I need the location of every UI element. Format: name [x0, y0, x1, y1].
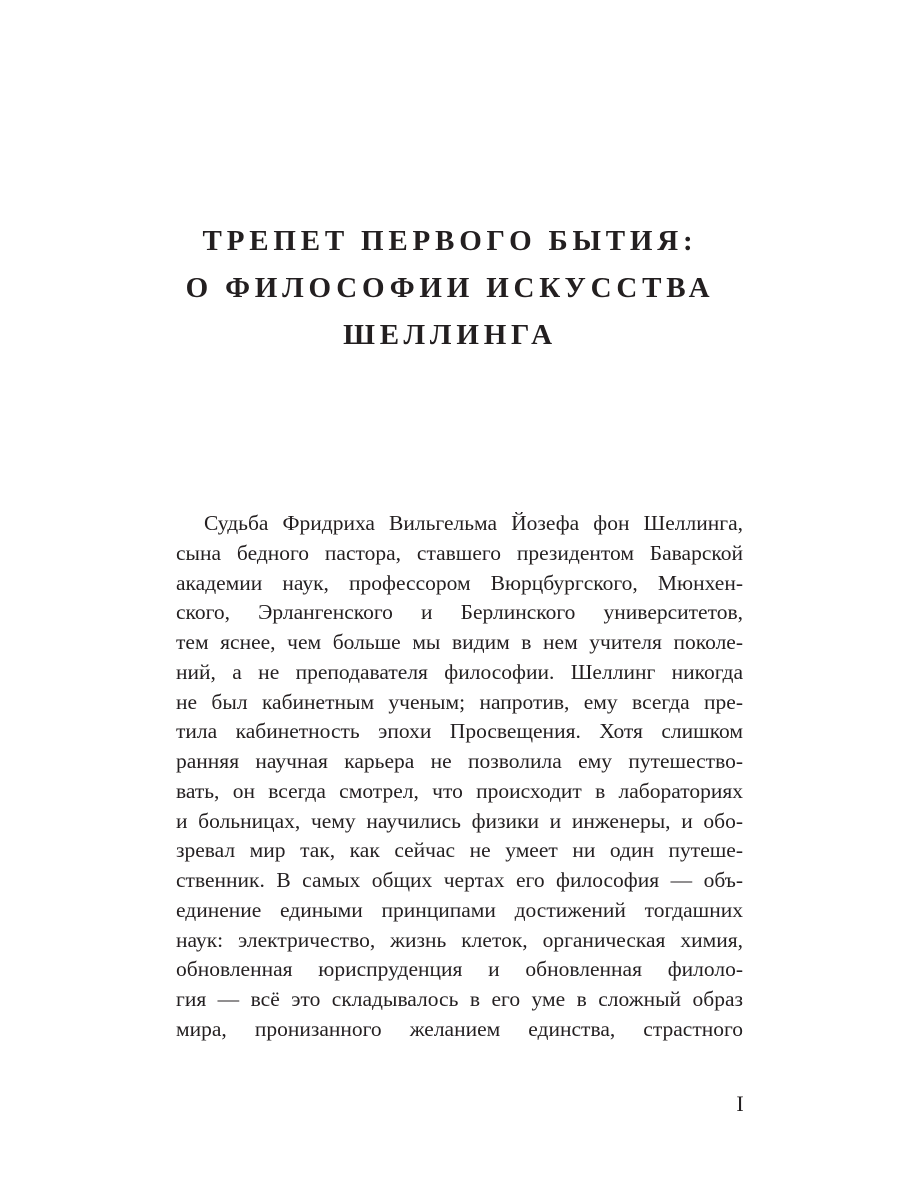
text-line: Судьба Фридриха Вильгельма Йозефа фон Шеллинга,: [204, 511, 743, 535]
text-line: не был кабинетным ученым; напротив, ему всегда пре-: [176, 689, 743, 714]
text-line: ственник. В самых общих чертах его философия — объ-: [176, 868, 743, 892]
text-line: обновленная юриспруденция и обновленная филоло-: [176, 957, 743, 982]
text-line: единение едиными принципами достижений тогдашних: [176, 897, 743, 922]
text-line: гия — всё это складывалось в его уме в сложный образ: [176, 987, 743, 1011]
page-number: I: [736, 1091, 744, 1116]
text-line: ского, Эрлангенского и Берлинского университетов,: [176, 600, 743, 625]
text-line: сына бедного пастора, ставшего президентом Баварской: [176, 540, 743, 565]
text-line: тила кабинетность эпохи Просвещения. Хотя слишком: [176, 719, 743, 744]
chapter-title: [150, 218, 750, 359]
text-line: и больницах, чему научились физики и инженеры, и обо-: [176, 808, 743, 833]
text-line: вать, он всегда смотрел, что происходит в лабораториях: [176, 778, 743, 803]
body-paragraph: [176, 509, 743, 1045]
text-line: академии наук, профессором Вюрцбургского, Мюнхен-: [176, 570, 743, 595]
chapter-title-line: ТРЕПЕТ ПЕРВОГО БЫТИЯ:: [202, 225, 698, 257]
text-line: наук: электричество, жизнь клеток, органическая химия,: [176, 927, 743, 952]
text-line: мира, пронизанного желанием единства, страстного: [176, 1016, 743, 1041]
text-line: зревал мир так, как сейчас не умеет ни один путеше-: [176, 838, 743, 863]
chapter-title-line: ШЕЛЛИНГА: [343, 319, 557, 351]
text-line: ний, а не преподавателя философии. Шеллинг никогда: [176, 659, 743, 684]
text-line: ранняя научная карьера не позволила ему путешество-: [176, 749, 743, 773]
text-line: тем яснее, чем больше мы видим в нем учителя поколе-: [176, 630, 743, 654]
chapter-title-line: О ФИЛОСОФИИ ИСКУССТВА: [185, 272, 715, 304]
